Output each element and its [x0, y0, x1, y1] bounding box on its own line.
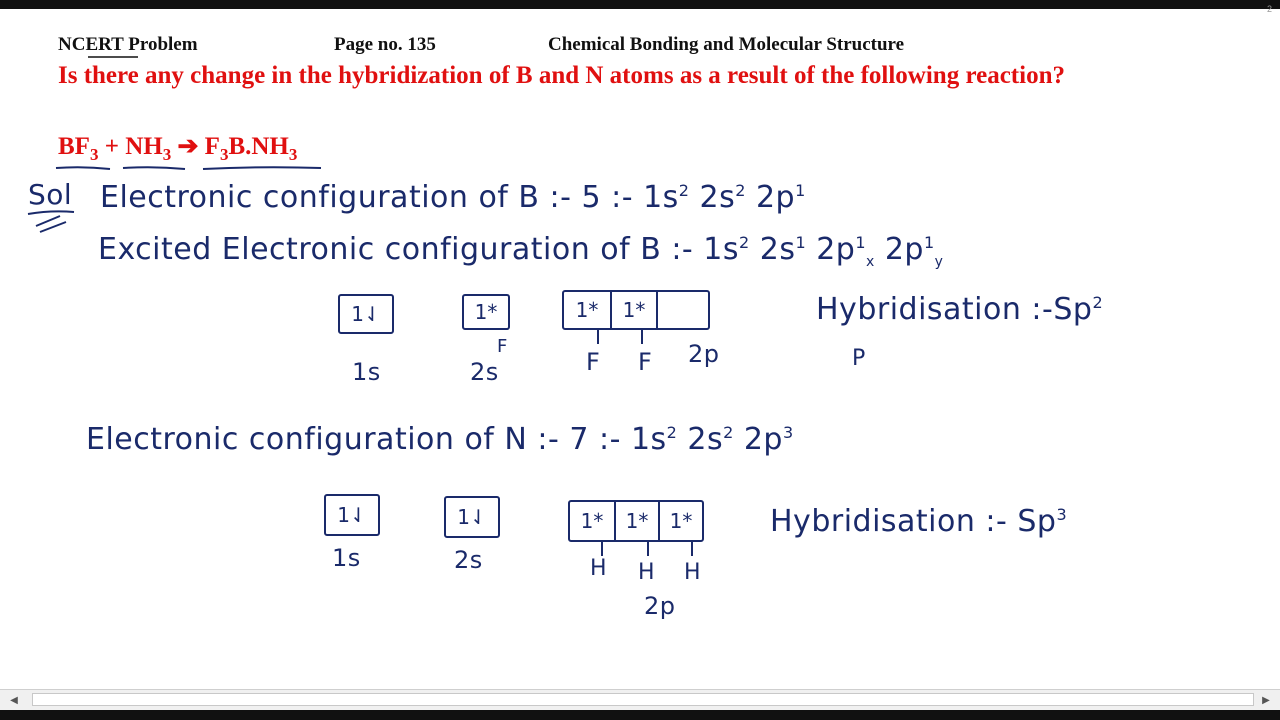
n-1s-electrons: 1⇃ — [337, 503, 367, 527]
n-electronic-configuration — [86, 422, 794, 457]
n-1s-sup: 2 — [666, 423, 678, 442]
product-subscript: 3 — [288, 145, 298, 164]
reactant-bf3 — [58, 133, 98, 165]
bottom-bar — [0, 710, 1280, 720]
n-2p-cell-1: 1* — [580, 509, 604, 533]
b-2p-orbital-box — [562, 290, 710, 330]
product-underline — [203, 165, 321, 171]
n-hybrid-text: Hybridisation :- Sp — [770, 504, 1057, 539]
horizontal-scrollbar[interactable] — [0, 689, 1280, 710]
n-label-h3: H — [684, 560, 702, 585]
excited-2py-sup: 1 — [923, 233, 935, 252]
excited-1s-sup: 2 — [739, 233, 750, 252]
bf-subscript: 3 — [89, 145, 99, 164]
excited-2py-sub: y — [934, 254, 944, 270]
n-2s-electrons: 1⇃ — [457, 505, 487, 529]
nh3-underline — [123, 165, 185, 171]
b-1s-orbital-box — [338, 294, 394, 334]
b-config-main: Electronic configuration of B :- 5 :- 1s — [100, 180, 679, 215]
n-2s-orbital-box — [444, 496, 500, 538]
scroll-left-icon[interactable]: ◀ — [10, 694, 18, 706]
b-label-2s: 2s — [470, 358, 499, 386]
sol-underline — [26, 208, 76, 234]
excited-2px: 2p — [806, 232, 856, 267]
b-label-f2: F — [638, 348, 653, 376]
b-label-f1: F — [586, 348, 601, 376]
b-config-2p: 2p — [745, 180, 796, 215]
b-2p-cell-1: 1* — [575, 298, 599, 322]
b-2s-sup: 2 — [735, 181, 746, 200]
b-label-2s-f: F — [497, 336, 508, 357]
n-label-h2: H — [638, 560, 656, 585]
b-hybrid-text: Hybridisation :-Sp — [816, 292, 1093, 327]
n-config-2p: 2p — [733, 422, 783, 457]
b-config-2s: 2s — [689, 180, 736, 215]
excited-2s: 2s — [749, 232, 796, 267]
b-label-2p: 2p — [688, 340, 720, 368]
nh-subscript: 3 — [162, 145, 172, 164]
b-bond-ticks — [560, 330, 660, 346]
b-2p-sup: 1 — [795, 181, 806, 200]
n-label-h1: H — [590, 556, 608, 581]
b-2s-electrons: 1* — [474, 300, 498, 324]
scrollbar-thumb[interactable] — [32, 693, 1254, 706]
excited-2s-sup: 1 — [795, 233, 807, 252]
product-f-subscript: 3 — [219, 145, 229, 164]
b-excited-configuration — [98, 232, 943, 270]
header-ncert-problem — [58, 34, 198, 56]
n-2p-orbital-box — [568, 500, 704, 542]
n-2p-cell-2: 1* — [625, 509, 649, 533]
product-f3bnh3 — [205, 133, 298, 165]
product-rest: B.NH — [228, 133, 289, 160]
sol-label: Sol — [28, 178, 73, 211]
b-hybridisation — [816, 292, 1103, 327]
reactant-nh3 — [125, 133, 171, 165]
excited-main: Excited Electronic configuration of B :- 1s — [98, 232, 740, 267]
n-1s-orbital-box — [324, 494, 380, 536]
b-hybrid-p: P — [852, 346, 866, 371]
excited-2px-sub: x — [866, 254, 875, 270]
page-indicator: 2 — [1266, 4, 1272, 14]
scroll-right-icon[interactable]: ▶ — [1262, 694, 1270, 706]
b-label-1s: 1s — [352, 358, 381, 386]
n-label-2s: 2s — [454, 546, 483, 574]
question-text: Is there any change in the hybridization of B and N atoms as a result of the following reaction? — [58, 62, 1065, 89]
bf-symbol: BF — [58, 133, 90, 160]
top-bar — [0, 0, 1280, 9]
b-1s-sup: 2 — [678, 181, 690, 200]
n-hybridisation — [770, 504, 1067, 539]
b-2p-divider-2 — [656, 292, 658, 328]
n-hybrid-sup: 3 — [1056, 505, 1068, 524]
reaction-arrow: ➔ — [177, 133, 199, 160]
product-f: F — [204, 133, 220, 160]
b-1s-electrons: 1⇃ — [351, 302, 381, 326]
b-electronic-configuration — [100, 180, 806, 215]
plus-sign: + — [104, 133, 119, 160]
header-left-text: NCERT Problem — [58, 34, 198, 55]
n-2p-sup: 3 — [782, 423, 794, 442]
n-label-1s: 1s — [332, 544, 361, 572]
excited-2py: 2p — [874, 232, 924, 267]
n-2s-sup: 2 — [723, 423, 734, 442]
header-page-number: Page no. 135 — [334, 34, 436, 55]
nh-symbol: NH — [125, 133, 163, 160]
b-hybrid-sup: 2 — [1092, 293, 1104, 312]
n-label-2p: 2p — [644, 592, 676, 620]
n-2p-cell-3: 1* — [669, 509, 693, 533]
header-chapter-title: Chemical Bonding and Molecular Structure — [548, 34, 905, 55]
reaction-equation — [58, 131, 297, 165]
excited-2px-sup: 1 — [855, 233, 867, 252]
n-bond-ticks — [566, 542, 706, 558]
b-2p-cell-2: 1* — [622, 298, 646, 322]
bf3-underline — [56, 165, 110, 171]
b-2s-orbital-box — [462, 294, 510, 330]
n-config-main: Electronic configuration of N :- 7 :- 1s — [86, 422, 667, 457]
n-config-2s: 2s — [677, 422, 724, 457]
